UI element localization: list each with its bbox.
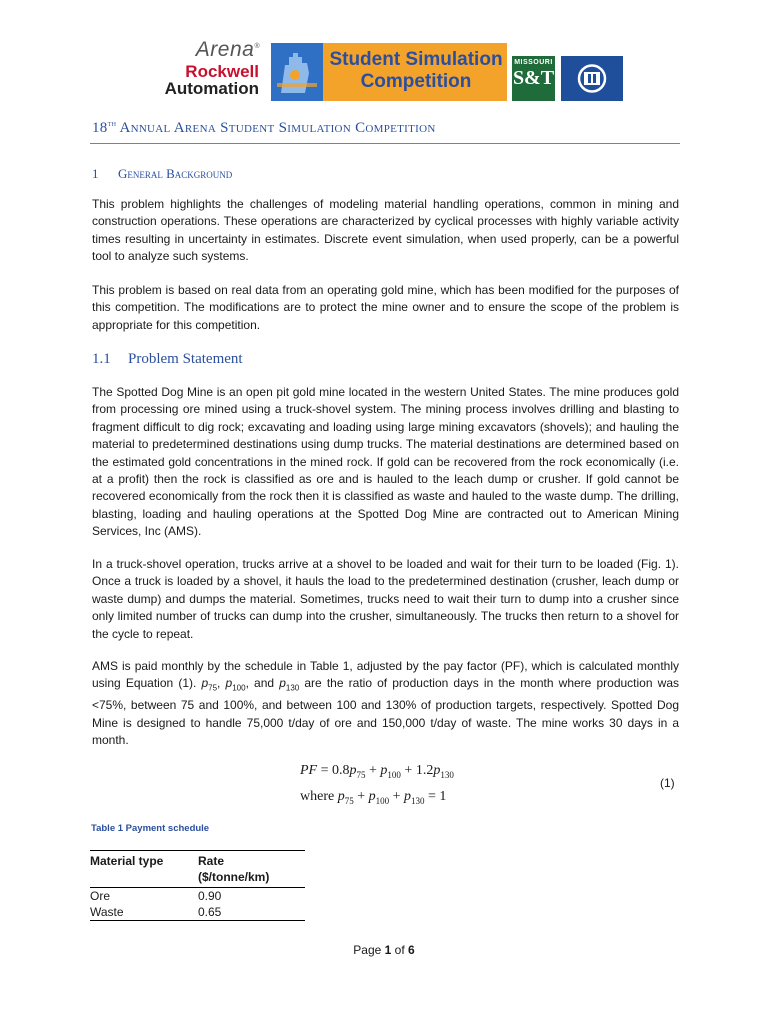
hand-figure-icon: [271, 43, 323, 101]
banner-title: Student Simulation Competition: [329, 49, 503, 92]
section-heading-general-background: 1 General Background: [92, 166, 233, 181]
paragraph-intro: This problem highlights the challenges of modeling material handling operations, common in mining and construction operations. These operations are characterized by cyclical processes with highly variable activity times resulting in uncertainty in estimates. Discrete event simulation, when used properly, can be a powerful tool to analyze such systems.: [92, 197, 679, 264]
paragraph-data-source: This problem is based on real data from an operating gold mine, which has been modified for the purposes of this competition. The modifications are to protect the mine owner and to ensure the scope of the problem is appropriate for this competition.: [92, 283, 679, 332]
paragraph-mine-description: The Spotted Dog Mine is an open pit gold mine located in the western United States. The mine produces gold from processing ore mined using a truck-shovel system. The mining process involves drilling and blasting to fragment difficult to dig rock; excavating and loading using large mining excavators (shovels); and hauling the material to predetermined destinations using dump trucks. The material destinations are determined based on the estimated gold concentrations in the mined rock. If gold can be recovered from the rock economically (i.e. at a profit) then the rock is classified as ore and is hauled to the leach dump or crusher. If gold cannot be recovered economically from the rock then it is classified as waste and hauled to the waste dump. The drilling, blasting, loading and hauling operations at the Spotted Dog Mine are contracted out to American Mining Services, Inc (AMS).: [92, 385, 679, 539]
table-header-row: [90, 851, 305, 888]
rockwell-logo-line1: Rockwell: [185, 62, 259, 81]
document-title: 18th Annual Arena Student Simulation Competition: [92, 118, 436, 136]
missouri-st-logo: MISSOURI S&T: [512, 56, 555, 101]
competition-banner: [271, 43, 507, 101]
table-cell-rate: 0.65: [198, 905, 222, 919]
table-row: [90, 904, 305, 921]
rockwell-logo-line2: Automation: [164, 79, 259, 98]
table-header-rate: Rate ($/tonne/km): [198, 854, 270, 884]
section-heading-problem-statement: 1.1 Problem Statement: [92, 351, 243, 367]
equation-number: (1): [660, 776, 675, 790]
payment-schedule-table: [90, 850, 305, 921]
table-header-material: Material type: [90, 854, 164, 868]
title-divider: [90, 143, 680, 144]
table-caption: Table 1 Payment schedule: [91, 823, 210, 834]
paragraph-truck-shovel: In a truck-shovel operation, trucks arrive at a shovel to be loaded and wait for their turn to be loaded (Fig. 1). Once a truck is loaded by a shovel, it hauls the load to the predetermined destination (crusher, leach dump or waste dump) and dumps the material. Sometimes, trucks need to wait their turn to dump into a crusher since only limited number of trucks can dump into the crusher, simultaneously. The trucks then return to a shovel for the cycle to repeat.: [92, 557, 679, 641]
table-cell-type: Ore: [90, 889, 111, 903]
iie-logo: [561, 56, 623, 101]
equation-pay-factor: PF = $0.8p_{75} + p_{100} + 1.2p_{130}$ where $p_{75} + p_{100} + p_{130} = 1$: [300, 763, 454, 806]
page-footer: Page 1 of 6: [353, 943, 415, 957]
table-cell-type: Waste: [90, 905, 124, 919]
table-row: [90, 888, 305, 905]
table-cell-rate: 0.90: [198, 889, 222, 903]
arena-logo: Arena®: [195, 38, 260, 61]
paragraph-pay-factor: AMS is paid monthly by the schedule in Table 1, adjusted by the pay factor (PF), which is calculated monthly using Equation (1). $p_{75}$, $p_{100}$, and $p_{130}$ are the ratio of production days in the month where production was <75%, between 75 and 100%, and between 100 and 130% of production targets, respectively. Spotted Dog Mine is designed to handle 75,000 t/day of ore and 150,000 t/day of waste. The mine works 30 days in a month.: [92, 659, 679, 748]
